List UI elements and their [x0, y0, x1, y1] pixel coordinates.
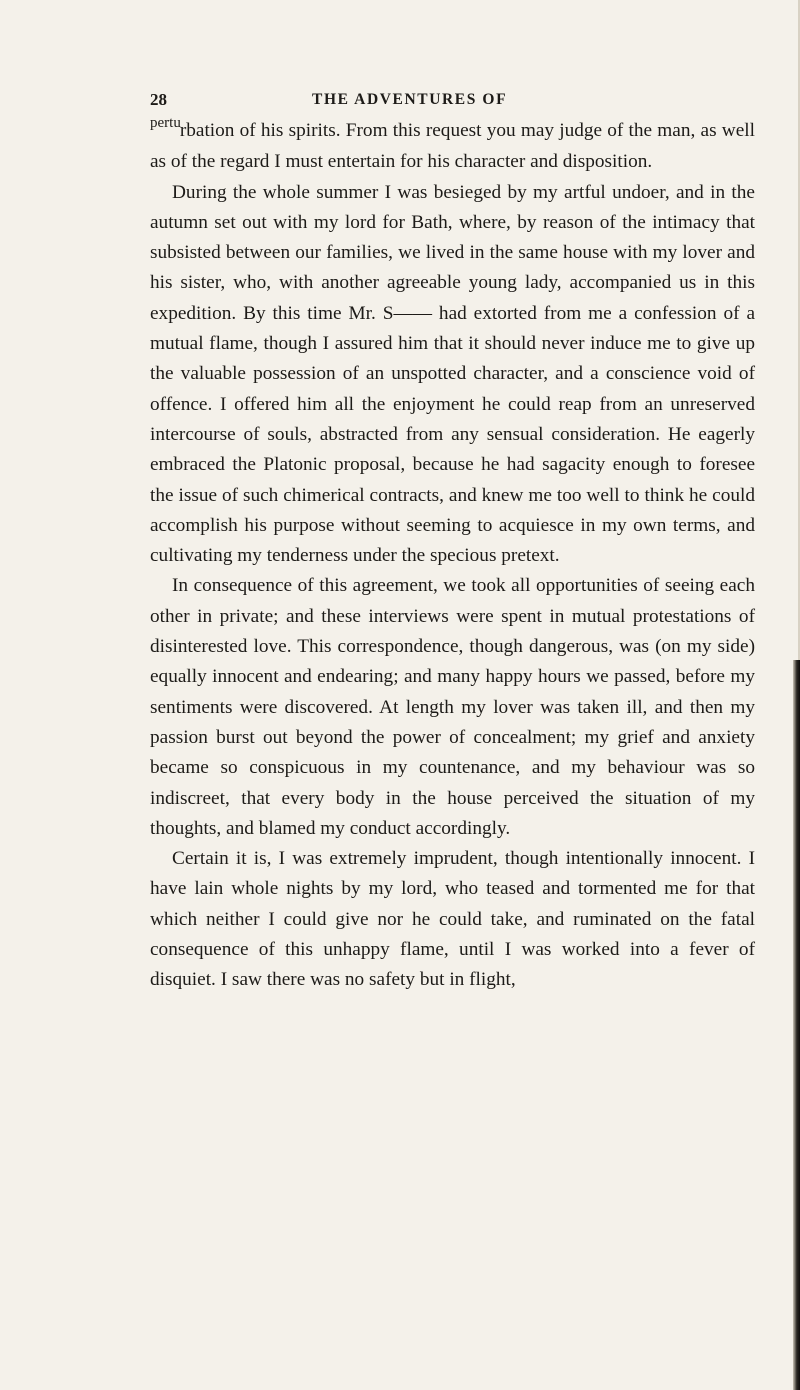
body-text — [150, 116, 755, 996]
paragraph-2-text: During the whole summer I was besieged by my artful undoer, and in the autumn set out with my lord for Bath, where, by reason of the intimacy that subsisted between our families, we lived in the same house with my lover and his sister, who, with another agreeable young lady, accompanied us in this expedition. By this time Mr. S—— had extorted from me a confession of a mutual flame, though I assured him that it should never induce me to give up the valuable possession of an unspotted character, and a conscience void of offence. I offered him all the enjoyment he could reap from an unreserved intercourse of souls, abstracted from any sensual consideration. He eagerly embraced the Platonic proposal, because he had sagacity enough to foresee the issue of such chimerical contracts, and knew me too well to think he could accomplish his purpose without seeming to acquiesce in my own terms, and cultivating my tenderness under the specious pretext. — [150, 181, 755, 567]
paragraph-4-text: Certain it is, I was extremely imprudent, though intentionally innocent. I have lain whole nights by my lord, who teased and tormented me for that which neither I could give nor he could take, and ruminated on the fatal consequence of this unhappy flame, until I was worked into a fever of disquiet. I saw there was no safety but in flight, — [150, 848, 755, 991]
continued-word-fragment: pertu — [150, 115, 181, 131]
paragraph-1-text: rbation of his spirits. From this request you may judge of the man, as well as of the regard I must entertain for his character and disposition. — [150, 120, 755, 173]
paragraph-4 — [150, 844, 755, 995]
binding-shadow — [793, 660, 800, 1390]
running-head: THE ADVENTURES OF — [312, 91, 508, 108]
paragraph-1 — [150, 116, 755, 178]
page-number: 28 — [150, 90, 167, 109]
paragraph-3 — [150, 571, 755, 844]
page-header — [150, 90, 750, 114]
paragraph-2 — [150, 178, 755, 572]
paragraph-3-text: In consequence of this agreement, we took all opportunities of seeing each other in private; and these interviews were spent in mutual protestations of disinterested love. This correspondence, though dangerous, was (on my side) equally innocent and endearing; and many happy hours we passed, before my sentiments were discovered. At length my lover was taken ill, and then my passion burst out beyond the power of concealment; my grief and anxiety became so conspicuous in my countenance, and my behaviour was so indiscreet, that every body in the house perceived the situation of my thoughts, and blamed my conduct accordingly. — [150, 575, 755, 839]
